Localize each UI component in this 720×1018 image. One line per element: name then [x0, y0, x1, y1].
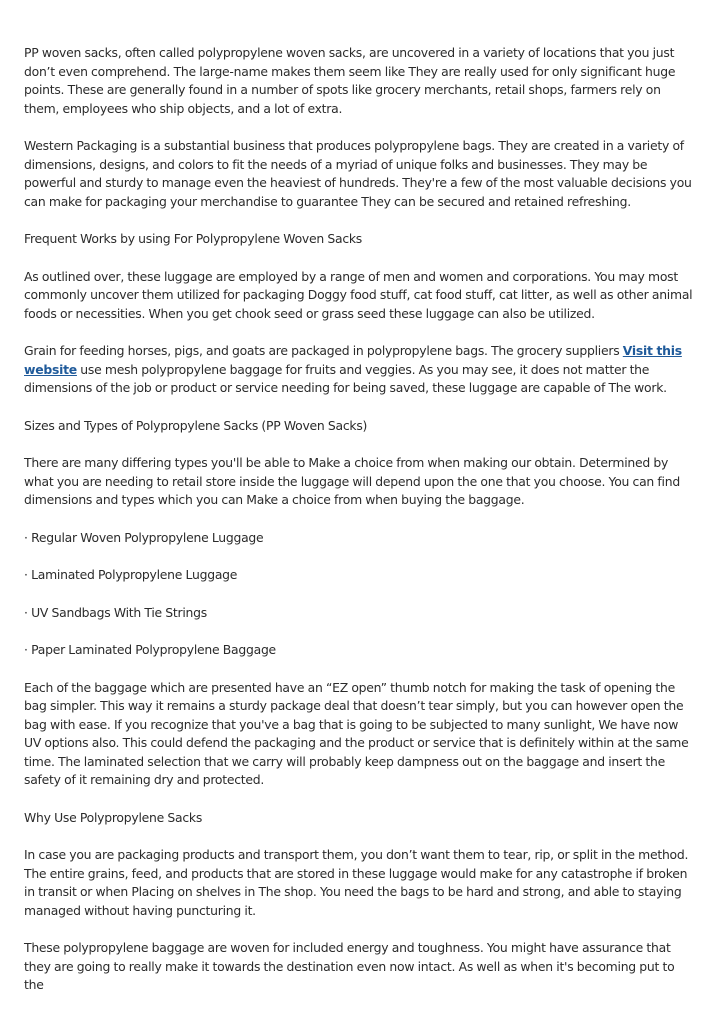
- list-item: · Paper Laminated Polypropylene Baggage: [24, 642, 276, 657]
- company-paragraph: Western Packaging is a substantial business that produces polypropylene bags. They are created in a variety of dimensions, designs, and colors to fit the needs of a myriad of unique folks and businesses. They may be powerful and sturdy to manage even the heaviest of hundreds. They're a few of the most valuable decisions you can make for packaging your merchandise to guarantee They can be secured and retained refreshing.: [24, 138, 692, 209]
- features-paragraph: Each of the baggage which are presented have an “EZ open” thumb notch for making the task of opening the bag simpler. This way it remains a sturdy package deal that doesn’t tear simply, but you can however open the bag with ease. If you recognize that you've a bag that is going to be subjected to many sunlight, We have now UV options also. This could defend the packaging and the product or service that is definitely within at the same time. The laminated selection that we carry will probably keep dampness out on the baggage and insert the safety of it remaining dry and protected.: [24, 679, 689, 787]
- section-heading-common-uses: Frequent Works by using For Polypropylene Woven Sacks: [24, 231, 363, 246]
- grain-paragraph-text-before: Grain for feeding horses, pigs, and goats are packaged in polypropylene bags. The grocery suppliers: [24, 343, 623, 358]
- intro-paragraph: PP woven sacks, often called polypropylene woven sacks, are uncovered in a variety of locations that you just don’t even comprehend. The large-name makes them seem like They are really used for only significant huge points. These are generally found in a number of spots like grocery merchants, retail shops, farmers rely on them, employees who ship objects, and a lot of extra.: [24, 45, 676, 116]
- why-paragraph: In case you are packaging products and transport them, you don’t want them to tear, rip, or split in the method. The entire grains, feed, and products that are stored in these luggage would make for any catastrophe if broken in transit or when Placing on shelves in The shop. You need the bags to be hard and strong, and able to staying managed without having puncturing it.: [24, 847, 689, 918]
- section-heading-sizes-types: Sizes and Types of Polypropylene Sacks (PP Woven Sacks): [24, 417, 368, 433]
- list-item: · UV Sandbags With Tie Strings: [24, 604, 207, 620]
- toughness-paragraph: These polypropylene baggage are woven for included energy and toughness. You might have assurance that they are going to really make it towards the destination even now intact. As well as when it's becoming put to the: [24, 940, 675, 992]
- section-heading-why-use: Why Use Polypropylene Sacks: [24, 809, 203, 825]
- types-paragraph: There are many differing types you'll be able to Make a choice from when making our obtain. Determined by what you are needing to retail store inside the luggage will depend upon the one that you choose. You can find dimensions and types which you can Make a choice from when buying the baggage.: [24, 455, 680, 507]
- grain-paragraph-text-after: use mesh polypropylene baggage for fruits and veggies. As you may see, it does not matter the dimensions of the job or product or service needing for being saved, these luggage are capable of The work.: [24, 361, 667, 395]
- article-body: [24, 44, 696, 1014]
- grain-paragraph: [24, 342, 696, 398]
- list-item: · Laminated Polypropylene Luggage: [24, 567, 238, 582]
- visit-website-link[interactable]: Visit this website: [24, 343, 682, 377]
- uses-paragraph: As outlined over, these luggage are employed by a range of men and women and corporations. You may most commonly uncover them utilized for packaging Doggy food stuff, cat food stuff, cat litter, as well as other animal foods or necessities. When you get chook seed or grass seed these luggage can also be utilized.: [24, 268, 693, 321]
- list-item: · Regular Woven Polypropylene Luggage: [24, 529, 264, 545]
